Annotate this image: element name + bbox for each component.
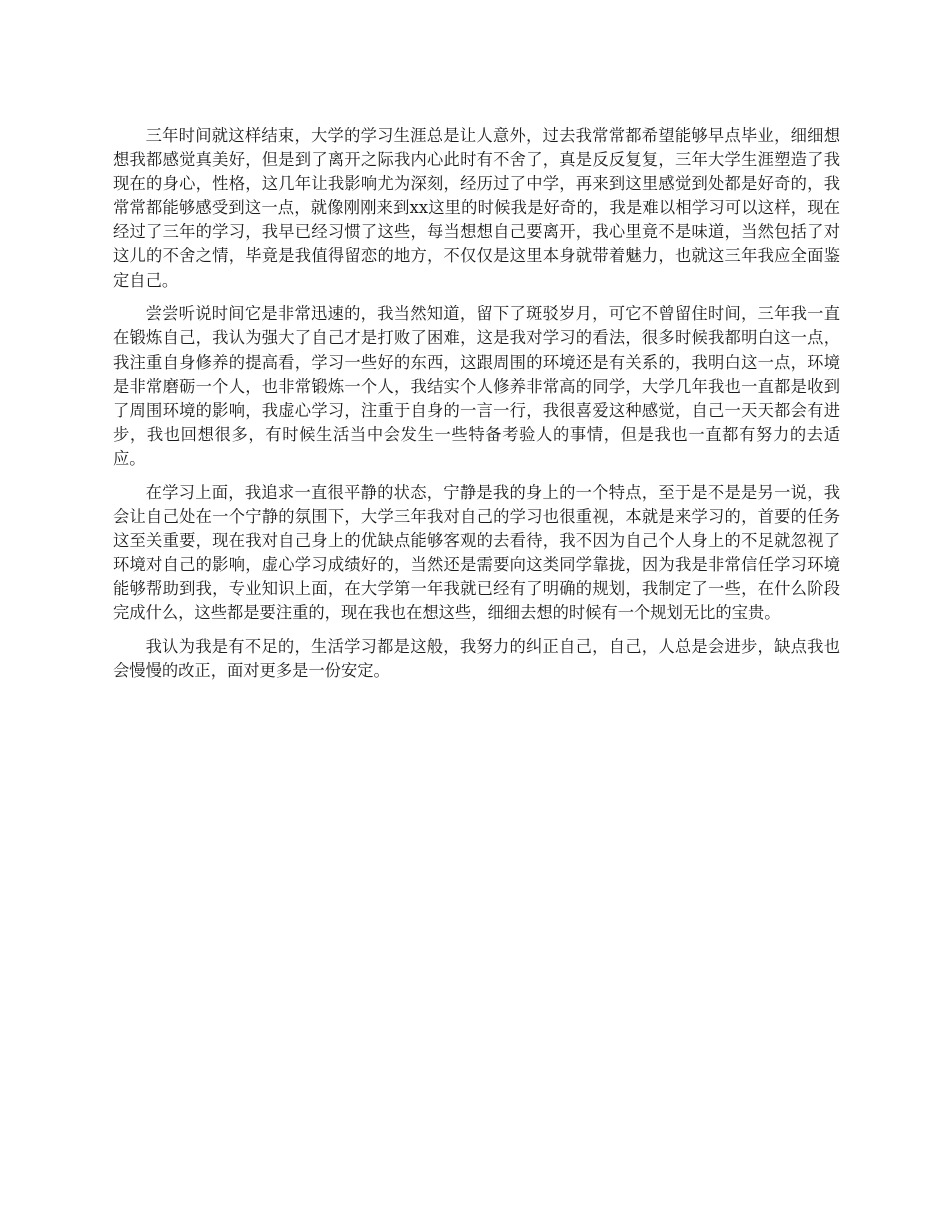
paragraph-4: 我认为我是有不足的，生活学习都是这般，我努力的纠正自己，自己，人总是会进步，缺点我也会慢慢的改正，面对更多是一份安定。 <box>113 636 840 681</box>
paragraph-2: 尝尝听说时间它是非常迅速的，我当然知道，留下了斑驳岁月，可它不曾留住时间，三年我一直在锻炼自己，我认为强大了自己才是打败了困难，这是我对学习的看法，很多时候我都明白这一点，我注重自身修养的提高看，学习一些好的东西，这跟周围的环境还是有关系的，我明白这一点，环境是非常磨砺一个人，也非常锻炼一个人，我结实个人修养非常高的同学，大学几年我也一直都是收到了周围环境的影响，我虚心学习，注重于自身的一言一行，我很喜爱这种感觉，自己一天天都会有进步，我也回想很多，有时候生活当中会发生一些特备考验人的事情，但是我也一直都有努力的去适应。 <box>113 304 840 468</box>
paragraph-3: 在学习上面，我追求一直很平静的状态，宁静是我的身上的一个特点，至于是不是是另一说，我会让自己处在一个宁静的氛围下，大学三年我对自己的学习也很重视，本就是来学习的，首要的任务这至关重要，现在我对自己身上的优缺点能够客观的去看待，我不因为自己个人身上的不足就忽视了环境对自己的影响，虚心学习成绩好的，当然还是需要向这类同学靠拢，因为我是非常信任学习环境能够帮助到我，专业知识上面，在大学第一年我就已经有了明确的规划，我制定了一些，在什么阶段完成什么，这些都是要注重的，现在我也在想这些，细细去想的时候有一个规划无比的宝贵。 <box>113 482 840 623</box>
paragraph-1: 三年时间就这样结束，大学的学习生涯总是让人意外，过去我常常都希望能够早点毕业，细细想想我都感觉真美好，但是到了离开之际我内心此时有不舍了，真是反反复复，三年大学生涯塑造了我现在的身心，性格，这几年让我影响尤为深刻，经历过了中学，再来到这里感觉到处都是好奇的，我常常都能够感受到这一点，就像刚刚来到xx这里的时候我是好奇的，我是难以相学习可以这样，现在经过了三年的学习，我早已经习惯了这些，每当想想自己要离开，我心里竟不是味道，当然包括了对这儿的不舍之情，毕竟是我值得留恋的地方，不仅仅是这里本身就带着魅力，也就这三年我应全面鉴定自己。 <box>113 126 840 290</box>
document-body <box>113 124 840 693</box>
